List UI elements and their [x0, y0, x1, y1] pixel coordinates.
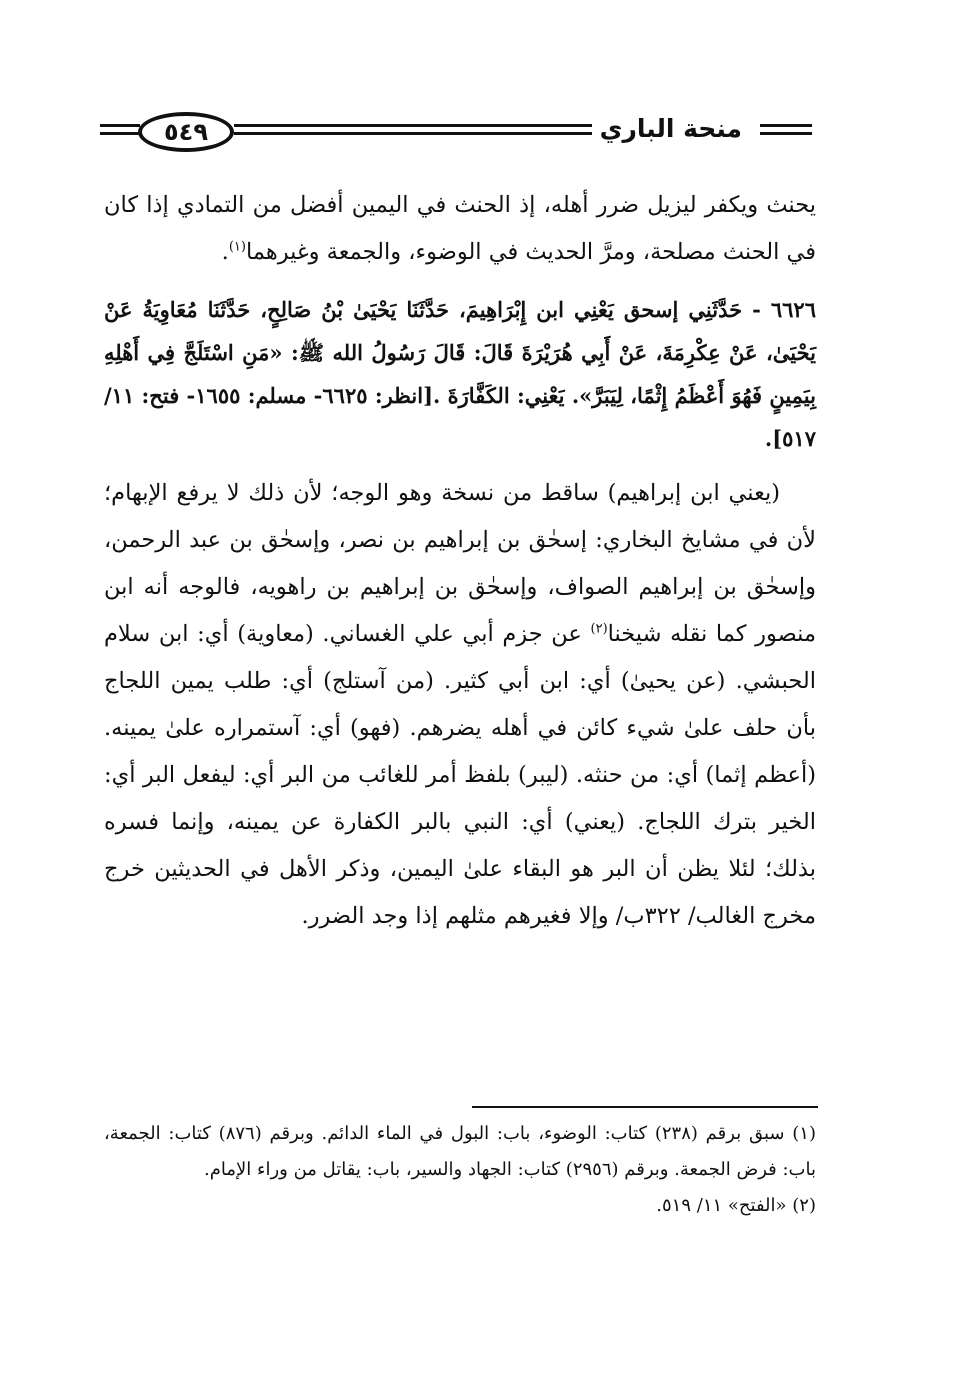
footnote-2: (٢) «الفتح» ١١/ ٥١٩.: [656, 1195, 816, 1216]
commentary-paragraph: [104, 470, 816, 940]
header-rule-right-top: [760, 124, 812, 127]
footnote-divider: [472, 1106, 818, 1108]
header-rule-right-bottom: [760, 132, 812, 135]
book-title: منحة الباري: [599, 114, 742, 143]
intro-paragraph: [104, 182, 816, 276]
header-rule-middle-bottom: [234, 132, 592, 135]
main-text: [104, 182, 816, 940]
commentary-text-a: (يعني ابن إبراهيم) ساقط من نسخة وهو الوجه؛ لأن ذلك لا يرفع الإبهام؛ لأن في مشايخ البخاري: إسحٰق بن إبراهيم بن نصر، وإسحٰق بن عبد الرحمن، وإسحٰق بن إبراهيم الصواف، وإسحٰق بن إبراهيم بن راهويه، فالوجه أنه ابن منصور كما نقله شيخنا: [104, 480, 817, 647]
commentary-text-b: عن جزم أبي علي الغساني. (معاوية) أي: ابن سلام الحبشي. (عن يحيىٰ) أي: ابن أبي كثير. (من آستلج) أي: طلب يمين اللجاج بأن حلف علىٰ شيء كائن في أهله يضرهم. (فهو) أي: آستمراره علىٰ يمينه. (أعظم إثما) أي: من حنثه. (ليبر) بلفظ أمر للغائب من البر أي: ليفعل البر أي: الخير بترك اللجاج. (يعني) أي: النبي بالبر الكفارة عن يمينه، وإنما فسره بذلك؛ لئلا يظن أن البر هو البقاء علىٰ اليمين، وذكر الأهل في الحديثين خرج مخرج الغالب/ ٣٢٢ب/ وإلا فغيرهم مثلهم إذا وجد الضرر.: [104, 621, 816, 929]
hadith-paragraph: ٦٦٢٦ - حَدَّثَنِي إسحق يَعْنِي ابن إِبْرَاهِيمَ، حَدَّثَنَا يَحْيَىٰ بْنُ صَالِحٍ، حَدَّثَنَا مُعَاوِيَةُ عَنْ يَحْيَىٰ، عَنْ عِكْرِمَةَ، عَنْ أَبِي هُرَيْرَةَ قَالَ: قَالَ رَسُولُ الله ﷺ: «مَنِ اسْتَلَجَّ فِي أَهْلِهِ بِيَمِينٍ فَهُوَ أَعْظَمُ إِثْمًا، لِيَبَرَّ». يَعْنِي: الكَفَّارَةَ .[انظر: ٦٦٢٥- مسلم: ١٦٥٥- فتح: ١١/ ٥١٧].: [104, 297, 816, 451]
page-header: [100, 112, 812, 156]
footnote-ref-2: (٢): [590, 621, 608, 637]
header-rule-left-bottom: [100, 132, 140, 135]
intro-end: .: [221, 239, 229, 265]
page-number: ٥٤٩: [138, 112, 234, 152]
intro-text: يحنث ويكفر ليزيل ضرر أهله، إذ الحنث في اليمين أفضل من التمادي إذا كان في الحنث مصلحة، ومرَّ الحديث في الوضوء، والجمعة وغيرهما: [104, 192, 816, 265]
footnote-ref-1: (١): [228, 239, 246, 255]
footnote-1: (١) سبق برقم (٢٣٨) كتاب: الوضوء، باب: البول في الماء الدائم. وبرقم (٨٧٦) كتاب: الجمعة، باب: فرض الجمعة. وبرقم (٢٩٥٦) كتاب: الجهاد والسير، باب: يقاتل من وراء الإمام.: [104, 1123, 816, 1180]
header-rule-middle-top: [234, 124, 592, 127]
footnotes: [104, 1116, 816, 1224]
header-rule-left-top: [100, 124, 140, 127]
